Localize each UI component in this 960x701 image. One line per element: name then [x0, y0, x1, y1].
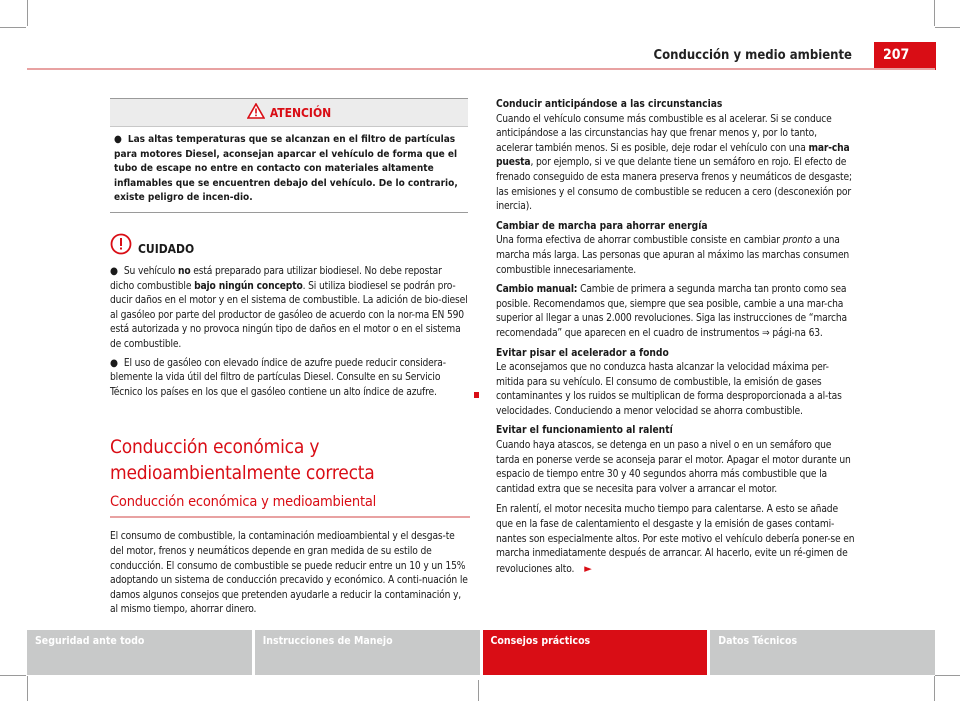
bullet: ●: [110, 357, 118, 369]
warning-header: [110, 99, 468, 126]
crop-mark: [934, 0, 935, 26]
bullet: ●: [114, 134, 122, 145]
caution-icon: [110, 233, 132, 259]
body-text: Una forma efectiva de ahorrar combustible consiste en cambiar: [496, 235, 783, 247]
tab-consejos[interactable]: Consejos prácticos: [483, 630, 708, 675]
body-paragraph: Le aconsejamos que no conduzca hasta alcanzar la velocidad máxima per-mitida para su vehículo. El consumo de combustible, la emisión de gases contaminantes y los ruidos se multiplican de forma desproporcionada a al-tas velocidades. Conduciendo a menor velocidad se ahorra combustible.: [496, 362, 842, 417]
caution-item: [110, 357, 468, 401]
body-paragraph: [496, 503, 856, 577]
paragraph-heading: Cambiar de marcha para ahorrar energía: [496, 220, 708, 232]
crop-mark: [935, 675, 960, 676]
body-text: En ralentí, el motor necesita mucho tiempo para calentarse. A esto se añade que en la fase de calentamiento el desgaste y la emisión de gases contami-nantes son especialmente altos. Por este motivo el vehículo debería poner-se en marcha inmediatamente después de arrancar. Al hacerlo, evite un ré-gimen de revoluciones alto.: [496, 504, 855, 575]
body-emphasis: Cambio manual:: [496, 284, 578, 296]
warning-box: [110, 98, 468, 213]
crop-mark: [935, 27, 960, 28]
tab-instrucciones[interactable]: Instrucciones de Manejo: [255, 630, 480, 675]
running-header: Conducción y medio ambiente: [653, 48, 852, 63]
right-column: [496, 98, 856, 577]
subsection-title: Conducción económica y medioambiental: [110, 494, 377, 511]
body-text: a una marcha más larga. Las personas que apuran al máximo las marchas consumen combustible innecesariamente.: [496, 235, 850, 276]
paragraph-heading: Evitar el funcionamiento al ralentí: [496, 425, 673, 437]
caution-item: [110, 265, 468, 353]
bullet: ●: [110, 265, 118, 277]
body-emphasis: pronto: [782, 235, 812, 247]
section-end-marker: [474, 392, 479, 398]
subsection-rule: [110, 516, 470, 518]
warning-text: Las altas temperaturas que se alcanzan en el filtro de partículas para motores Diesel, aconsejan aparcar el vehículo de forma que el tubo de escape no entre en contacto con materiales altamente inflamables que se encuentren debajo del vehículo. De lo contrario, existe peligro de incen-dio.: [114, 134, 458, 204]
continue-arrow-icon: ►: [584, 561, 592, 575]
tab-seguridad[interactable]: Seguridad ante todo: [27, 630, 252, 675]
caution-emphasis: bajo ningún concepto: [194, 280, 303, 292]
warning-text-block: [110, 126, 468, 212]
body-emphasis: mar-cha puesta: [496, 142, 850, 169]
caution-text: está preparado para utilizar biodiesel. No debe repostar dicho combustible: [110, 265, 442, 292]
body-paragraph: [496, 113, 856, 215]
warning-triangle-icon: [247, 103, 265, 123]
page-number: 207: [874, 42, 936, 70]
body-text: Cambie de primera a segunda marcha tan pronto como sea posible. Recomendamos que, siempre que sea posible, cambie a una mar-cha superior al llegar a unas 2.000 revoluciones. Siga las instrucciones de “marcha recomendada” que aparecen en el cuadro de instrumentos ⇒ pági-na 63.: [496, 284, 848, 339]
crop-mark: [27, 0, 28, 26]
caution-text: Su vehículo: [123, 265, 178, 277]
body-paragraph: [496, 283, 856, 341]
crop-mark: [0, 675, 26, 676]
body-paragraph: [496, 234, 856, 278]
left-column: [110, 98, 468, 618]
warning-title: ATENCIÓN: [269, 105, 332, 120]
crop-mark: [934, 676, 935, 701]
body-paragraph: Cuando haya atascos, se detenga en un paso a nivel o en un semáforo que tarda en ponerse verde se aconseja parar el motor. Apagar el motor durante un espacio de tiempo entre 30 y 40 segundos ahorra más combustible que la cantidad extra que se necesita para volver a arrancar el motor.: [496, 440, 851, 495]
caution-text: . Si utiliza biodiesel se podrán pro-ducir daños en el motor y en el sistema de combustible. La adición de bio-diesel al gasóleo por parte del productor de gasóleo de acuerdo con la nor-ma EN 590 está autorizada y no provoca ningún tipo de daños en el motor o en el sistema de combustible.: [110, 280, 468, 350]
header-rule: [27, 68, 935, 70]
body-text: , por ejemplo, si ve que delante tiene un semáforo en rojo. El efecto de frenado conseguido de esta manera preserva frenos y neumáticos de desgaste; las emisiones y el consumo de combustible se reducen a cero (desconexión por inercia).: [496, 157, 852, 213]
caution-text: El uso de gasóleo con elevado índice de azufre puede reducir considera-blemente la vida útil del filtro de partículas Diesel. Consulte en su Servicio Técnico los países en los que el gasóleo contiene un alto índice de azufre.: [110, 357, 446, 398]
tab-datos-tecnicos[interactable]: Datos Técnicos: [710, 630, 935, 675]
paragraph-heading: Conducir anticipándose a las circunstancias: [496, 99, 723, 110]
section-title: [110, 434, 468, 486]
section-title-line: medioambientalmente correcta: [110, 462, 375, 485]
paragraph-heading: Evitar pisar el acelerador a fondo: [496, 347, 669, 359]
crop-mark: [0, 27, 26, 28]
caution-title: CUIDADO: [138, 241, 195, 256]
crop-mark: [27, 676, 28, 701]
crop-mark: [478, 680, 479, 701]
body-text: Cuando el vehículo consume más combustible es al acelerar. Si se conduce anticipándose a las circunstancias hay que frenar menos y, por lo tanto, acelerar también menos. Si es posible, deje rodar el vehículo con una: [496, 113, 832, 154]
caution-header: [110, 233, 468, 259]
section-title-line: Conducción económica y: [110, 436, 320, 459]
chapter-tabs: [27, 630, 935, 675]
caution-emphasis: no: [177, 265, 191, 277]
intro-paragraph: El consumo de combustible, la contaminación medioambiental y el desgas-te del motor, frenos y neumáticos depende en gran medida de su estilo de conducción. El consumo de combustible se puede reducir entre un 10 y un 15% adoptando un sistema de conducción precavido y económico. A conti-nuación le damos algunos consejos que pretenden ayudarle a reducir la contaminación y, al mismo tiempo, ahorrar dinero.: [110, 531, 468, 616]
